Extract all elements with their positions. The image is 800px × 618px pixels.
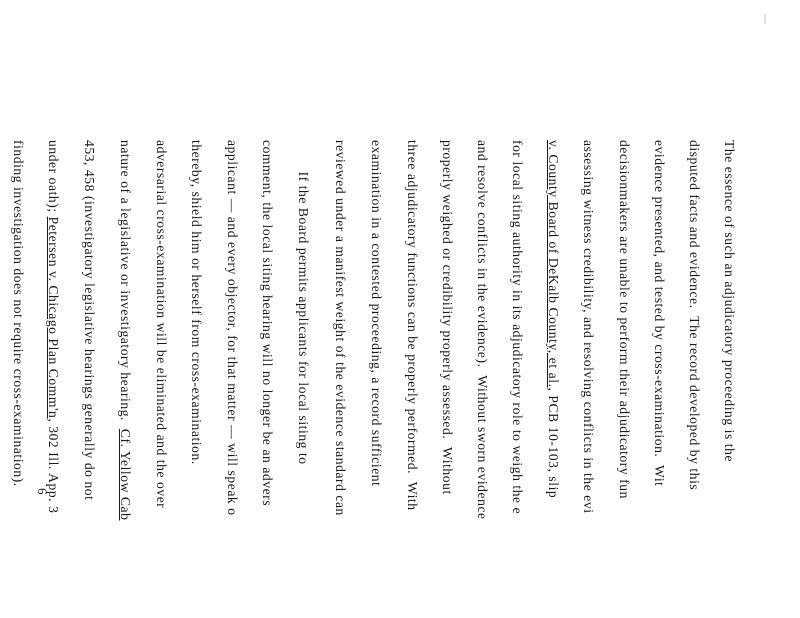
text-segment: thereby, shield him or herself from cross-examination. (189, 140, 204, 473)
text-segment: decisionmakers are unable to perform their adjudicatory fun (617, 140, 632, 499)
text-line (259, 140, 275, 506)
text-line (224, 140, 240, 516)
page-number: 6 (35, 488, 50, 495)
text-line (686, 140, 702, 490)
text-segment: applicant — and every objector, for that matter — will speak o (225, 140, 240, 516)
citation-text: Petersen v. Chicago Plan Comm'n (46, 216, 61, 419)
text-line (117, 140, 133, 520)
text-line (295, 140, 311, 465)
text-line (474, 140, 490, 520)
scan-artifact (764, 14, 766, 24)
text-segment: assessing witness credibility, and resolving conflicts in the evi (581, 140, 596, 514)
text-segment: and resolve conflicts in the evidence). Without sworn evidence (475, 140, 490, 520)
text-segment: , PCB 10-103, slip (546, 387, 561, 499)
text-segment: The essence of such an adjudicatory proceeding is the (722, 140, 737, 463)
text-segment: disputed facts and evidence. The record developed by this (687, 140, 702, 491)
text-line (368, 140, 384, 486)
text-line (651, 140, 667, 487)
text-segment: , 302 Ill. App. 3 (46, 418, 61, 514)
text-line (188, 140, 204, 473)
text-line (332, 140, 348, 516)
text-line (81, 140, 97, 500)
text-segment: reviewed under a manifest weight of the evidence standard can (333, 140, 348, 516)
text-line (45, 140, 61, 513)
text-segment: If the Board permits applicants for local siting to (296, 140, 311, 465)
rotated-page (0, 140, 760, 618)
text-line (404, 140, 420, 511)
text-segment: adversarial cross-examination will be eliminated and the over (154, 140, 169, 509)
text-line (509, 140, 525, 514)
text-line (439, 140, 455, 495)
citation-text: Cf. Yellow Cab (118, 428, 133, 521)
text-line (153, 140, 169, 508)
text-segment: properly weighed or credibility properly assessed. Without (440, 140, 455, 495)
text-line (580, 140, 596, 514)
text-line (545, 140, 561, 498)
text-segment: finding investigation does not require cross-examination). (11, 140, 26, 487)
citation-text: v. County Board of DeKalb County, et al. (546, 140, 561, 388)
text-line (10, 140, 26, 487)
text-segment: comment, the local siting hearing will no longer be an advers (260, 140, 275, 507)
text-segment: for local siting authority in its adjudicatory role to weigh the e (510, 140, 525, 515)
text-line (721, 140, 737, 462)
text-segment: 453, 458 (investigatory legislative hearings generally do not (82, 140, 97, 501)
text-line (616, 140, 632, 499)
text-segment: examination in a contested proceeding, a record sufficient (369, 140, 384, 487)
text-segment: nature of a legislative or investigatory hearing. (118, 140, 133, 429)
text-segment: three adjudicatory functions can be properly performed. With (405, 140, 420, 511)
text-segment: evidence presented, and tested by cross-examination. Wit (652, 140, 667, 487)
text-segment: under oath); (46, 140, 61, 217)
